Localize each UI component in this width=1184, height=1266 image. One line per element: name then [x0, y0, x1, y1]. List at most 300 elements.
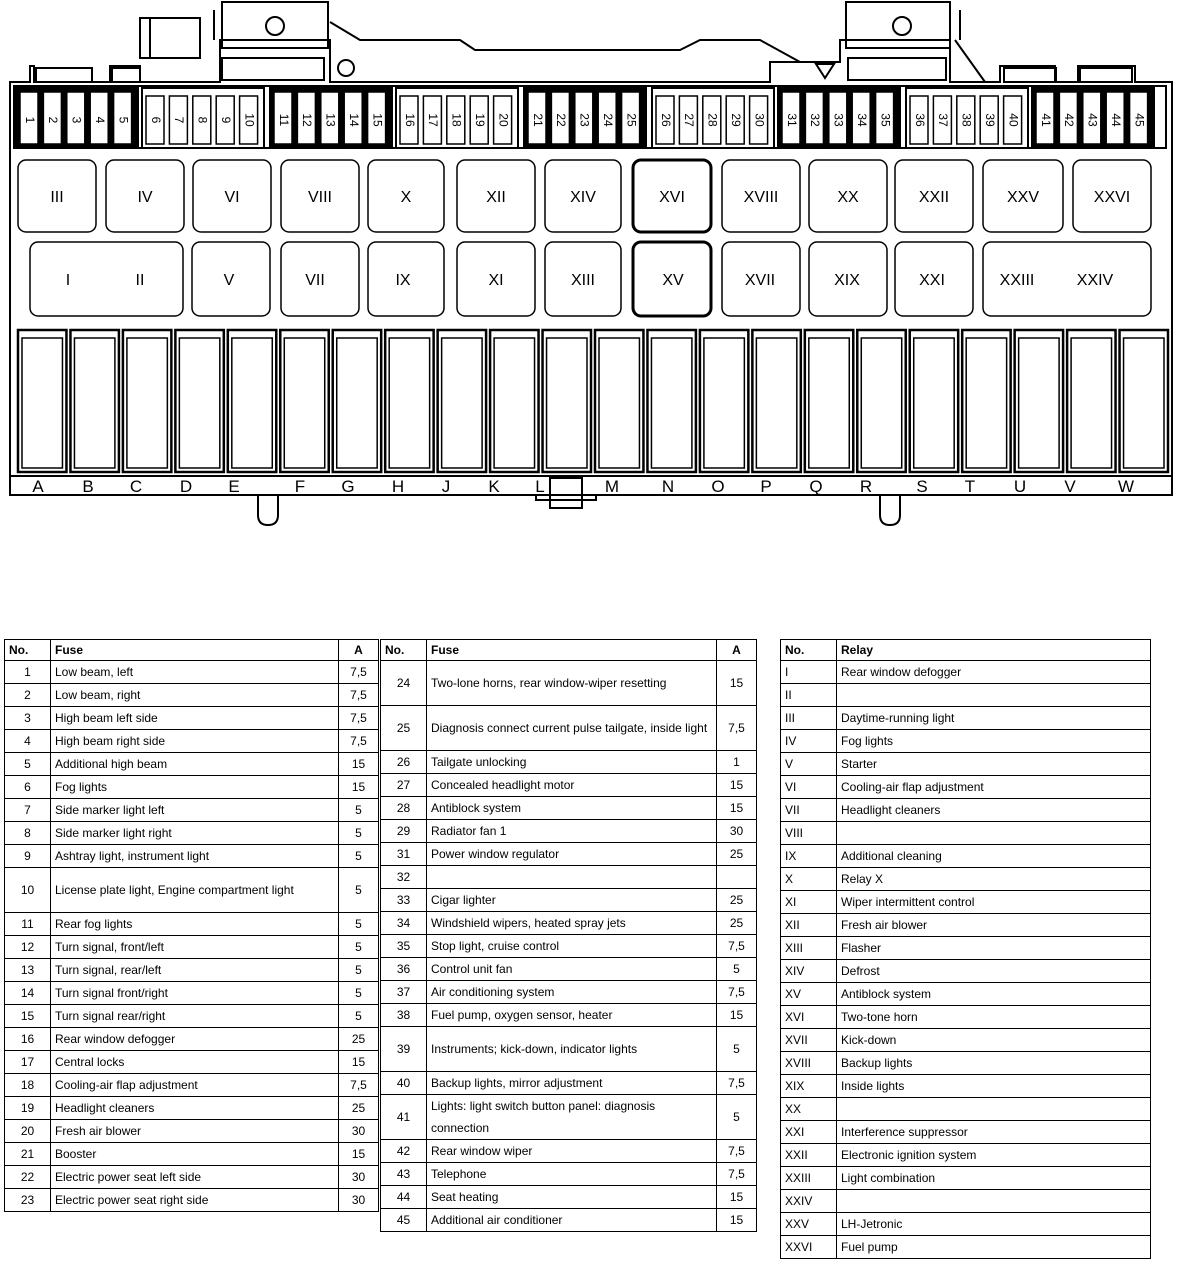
fuse-name-cell: Fog lights — [51, 776, 339, 799]
fuse-no-cell: 13 — [5, 959, 51, 982]
col-header-no: No. — [5, 640, 51, 661]
relay-name-cell: Inside lights — [837, 1075, 1151, 1098]
slot-letter-N: N — [661, 477, 675, 496]
relay-no-cell: VIII — [781, 822, 837, 845]
fuse-name-cell: Stop light, cruise control — [427, 935, 717, 958]
fuse-no-cell: 5 — [5, 753, 51, 776]
table-row — [381, 912, 757, 935]
slot-inner — [494, 338, 534, 468]
table-row — [781, 684, 1151, 707]
relay-name-cell: Rear window defogger — [837, 661, 1151, 684]
fuse-number-label: 12 — [300, 113, 315, 127]
table-row — [5, 1166, 379, 1189]
relay-label: XXV — [1006, 189, 1040, 206]
fuse-amps-cell: 5 — [339, 936, 379, 959]
relay-name-cell: Defrost — [837, 960, 1151, 983]
fuse-no-cell: 12 — [5, 936, 51, 959]
table-row — [5, 1005, 379, 1028]
fuse-number-label: 9 — [219, 116, 234, 124]
slot-letter-D: D — [179, 477, 193, 496]
slot-letter-O: O — [711, 477, 725, 496]
fuse-number-label: 1 — [22, 116, 37, 124]
fuse-amps-cell: 25 — [717, 889, 757, 912]
relay-name-cell — [837, 1098, 1151, 1121]
table-row — [381, 774, 757, 797]
relay-label: VI — [224, 189, 240, 206]
fuse-amps-cell: 7,5 — [717, 1140, 757, 1163]
fuse-number-label: 44 — [1109, 113, 1124, 127]
relay-name-cell: Fog lights — [837, 730, 1151, 753]
relay-no-cell: XXIV — [781, 1190, 837, 1213]
relay-no-cell: XXII — [781, 1144, 837, 1167]
slot-inner — [809, 338, 849, 468]
slot-letter-U: U — [1013, 477, 1027, 496]
relay-label: IX — [395, 272, 411, 289]
relay-name-cell: Starter — [837, 753, 1151, 776]
fuse-name-cell: Central locks — [51, 1051, 339, 1074]
fuse-amps-cell: 15 — [717, 1004, 757, 1027]
slot-letter-V: V — [1064, 477, 1076, 496]
table-row — [381, 820, 757, 843]
fuse-amps-cell: 30 — [339, 1120, 379, 1143]
fuse-number-label: 24 — [601, 113, 616, 127]
table-row — [381, 1095, 757, 1140]
slot-inner — [232, 338, 272, 468]
fuse-name-cell: Diagnosis connect current pulse tailgate, inside light — [427, 706, 717, 751]
col-header-fuse: Fuse — [51, 640, 339, 661]
slot-letter-G: G — [341, 477, 355, 496]
slot-letter-T: T — [964, 477, 976, 496]
relay-label: XIX — [834, 272, 860, 289]
slot-inner — [74, 338, 114, 468]
relay-no-cell: III — [781, 707, 837, 730]
fuse-amps-cell: 5 — [717, 1095, 757, 1140]
fuse-number-label: 34 — [855, 113, 870, 127]
fuse-number-label: 7 — [172, 116, 187, 124]
fuse-amps-cell: 30 — [339, 1166, 379, 1189]
table-row — [5, 1143, 379, 1166]
table-row — [381, 1140, 757, 1163]
table-row — [5, 776, 379, 799]
table-row — [381, 889, 757, 912]
relay-no-cell: XIX — [781, 1075, 837, 1098]
slot-inner — [861, 338, 901, 468]
relay-no-cell: XXI — [781, 1121, 837, 1144]
fuse-name-cell: High beam left side — [51, 707, 339, 730]
table-row — [381, 866, 757, 889]
fuse-name-cell: Control unit fan — [427, 958, 717, 981]
relay-label: XV — [662, 272, 684, 289]
slot-inner — [914, 338, 954, 468]
fuse-name-cell: Booster — [51, 1143, 339, 1166]
fuse-no-cell: 39 — [381, 1027, 427, 1072]
fuse-no-cell: 44 — [381, 1186, 427, 1209]
fuse-name-cell: Lights: light switch button panel: diagnosis connection — [427, 1095, 717, 1140]
fuse-number-label: 4 — [93, 116, 108, 124]
slot-letter-S: S — [916, 477, 928, 496]
slot-inner — [966, 338, 1006, 468]
slot-inner — [1124, 338, 1164, 468]
relay-name-cell: Fuel pump — [837, 1236, 1151, 1259]
col-header-amps: A — [717, 640, 757, 661]
fuse-name-cell: Fuel pump, oxygen sensor, heater — [427, 1004, 717, 1027]
fuse-amps-cell: 7,5 — [717, 1072, 757, 1095]
table-row — [5, 1189, 379, 1212]
relay-no-cell: XX — [781, 1098, 837, 1121]
fuse-amps-cell: 5 — [339, 822, 379, 845]
table-row — [781, 1167, 1151, 1190]
relay-label: III — [50, 189, 64, 206]
fuse-number-label: 21 — [530, 113, 545, 127]
fuse-amps-cell: 7,5 — [339, 684, 379, 707]
fuse-no-cell: 34 — [381, 912, 427, 935]
table-row — [781, 937, 1151, 960]
fuse-amps-cell: 25 — [717, 843, 757, 866]
relay-no-cell: V — [781, 753, 837, 776]
col-header-no: No. — [781, 640, 837, 661]
slot-inner — [1019, 338, 1059, 468]
relay-no-cell: XVIII — [781, 1052, 837, 1075]
fuse-no-cell: 8 — [5, 822, 51, 845]
fuse-name-cell: Tailgate unlocking — [427, 751, 717, 774]
fuse-name-cell: Turn signal, rear/left — [51, 959, 339, 982]
fuse-amps-cell: 7,5 — [717, 935, 757, 958]
slot-inner — [127, 338, 167, 468]
fuse-row — [16, 88, 1154, 148]
fuse-number-label: 31 — [784, 113, 799, 127]
slot-inner — [179, 338, 219, 468]
relay-label: II — [135, 272, 145, 289]
relay-no-cell: XVI — [781, 1006, 837, 1029]
relay-name-cell: Cooling-air flap adjustment — [837, 776, 1151, 799]
table-row — [5, 1074, 379, 1097]
fuse-name-cell: Side marker light right — [51, 822, 339, 845]
table-row — [781, 960, 1151, 983]
fuse-no-cell: 43 — [381, 1163, 427, 1186]
fuse-number-label: 17 — [426, 113, 441, 127]
table-row — [5, 1051, 379, 1074]
table-row — [781, 1190, 1151, 1213]
fuse-number-label: 27 — [682, 113, 697, 127]
fuse-number-label: 10 — [242, 113, 257, 127]
table-row — [781, 1121, 1151, 1144]
table-row — [5, 1028, 379, 1051]
fuse-table-left — [4, 639, 379, 1212]
table-row — [781, 983, 1151, 1006]
relay-label: XI — [488, 272, 504, 289]
relay-no-cell: VI — [781, 776, 837, 799]
table-row — [5, 868, 379, 913]
fuse-number-label: 45 — [1132, 113, 1147, 127]
fuse-amps-cell: 7,5 — [717, 706, 757, 751]
fuse-amps-cell: 5 — [339, 959, 379, 982]
fuse-name-cell: Radiator fan 1 — [427, 820, 717, 843]
fuse-name-cell: Two-lone horns, rear window-wiper resetting — [427, 661, 717, 706]
table-row — [781, 1052, 1151, 1075]
fuse-amps-cell: 7,5 — [339, 1074, 379, 1097]
table-row — [781, 891, 1151, 914]
fuse-number-label: 15 — [370, 113, 385, 127]
fuse-number-label: 29 — [729, 113, 744, 127]
fuse-name-cell: Turn signal rear/right — [51, 1005, 339, 1028]
table-row — [781, 1029, 1151, 1052]
table-row — [381, 1027, 757, 1072]
fuse-box-diagram — [0, 0, 1184, 600]
col-header-relay: Relay — [837, 640, 1151, 661]
fuse-no-cell: 24 — [381, 661, 427, 706]
relay-no-cell: IV — [781, 730, 837, 753]
fuse-no-cell: 32 — [381, 866, 427, 889]
fuse-number-label: 32 — [808, 113, 823, 127]
fuse-no-cell: 45 — [381, 1209, 427, 1232]
relay-no-cell: XXVI — [781, 1236, 837, 1259]
fuse-table-right — [380, 639, 757, 1232]
relay-label: XXVI — [1093, 189, 1131, 206]
fuse-number-label: 22 — [554, 113, 569, 127]
fuse-name-cell: Turn signal, front/left — [51, 936, 339, 959]
fuse-number-label: 19 — [473, 113, 488, 127]
fuse-amps-cell: 5 — [339, 845, 379, 868]
fuse-amps-cell — [717, 866, 757, 889]
relay-name-cell: Electronic ignition system — [837, 1144, 1151, 1167]
fuse-amps-cell: 15 — [339, 1051, 379, 1074]
table-row — [781, 776, 1151, 799]
fuse-no-cell: 40 — [381, 1072, 427, 1095]
fuse-amps-cell: 7,5 — [717, 1163, 757, 1186]
relay-label: XVIII — [743, 189, 779, 206]
table-row — [381, 1004, 757, 1027]
relay-label: XXIV — [1076, 272, 1114, 289]
table-row — [381, 706, 757, 751]
fuse-number-label: 38 — [959, 113, 974, 127]
slot-row — [18, 330, 1168, 496]
fuse-number-label: 23 — [577, 113, 592, 127]
relay-no-cell: XXIII — [781, 1167, 837, 1190]
fuse-amps-cell: 5 — [339, 1005, 379, 1028]
fuse-number-label: 35 — [878, 113, 893, 127]
relay-name-cell: Backup lights — [837, 1052, 1151, 1075]
fuse-name-cell: Additional air conditioner — [427, 1209, 717, 1232]
fuse-name-cell: Low beam, left — [51, 661, 339, 684]
fuse-name-cell: Windshield wipers, heated spray jets — [427, 912, 717, 935]
fuse-no-cell: 6 — [5, 776, 51, 799]
slot-letter-J: J — [441, 477, 451, 496]
table-row — [381, 1072, 757, 1095]
fuse-no-cell: 28 — [381, 797, 427, 820]
slot-inner — [22, 338, 62, 468]
table-row — [781, 1006, 1151, 1029]
relay-label: XXII — [918, 189, 950, 206]
slot-letter-C: C — [129, 477, 143, 496]
fuse-name-cell: Rear window wiper — [427, 1140, 717, 1163]
fuse-name-cell: Backup lights, mirror adjustment — [427, 1072, 717, 1095]
fuse-amps-cell: 15 — [717, 1186, 757, 1209]
relay-label: XIV — [570, 189, 596, 206]
relay-no-cell: XVII — [781, 1029, 837, 1052]
table-row — [781, 707, 1151, 730]
slot-inner — [337, 338, 377, 468]
relay-no-cell: II — [781, 684, 837, 707]
table-row — [781, 1098, 1151, 1121]
relay-name-cell: Headlight cleaners — [837, 799, 1151, 822]
fuse-no-cell: 21 — [5, 1143, 51, 1166]
fuse-amps-cell: 7,5 — [339, 730, 379, 753]
fuse-name-cell: Seat heating — [427, 1186, 717, 1209]
fuse-name-cell: Electric power seat left side — [51, 1166, 339, 1189]
relay-name-cell: Daytime-running light — [837, 707, 1151, 730]
fuse-no-cell: 11 — [5, 913, 51, 936]
relay-no-cell: XII — [781, 914, 837, 937]
fuse-amps-cell: 7,5 — [339, 707, 379, 730]
fuse-no-cell: 27 — [381, 774, 427, 797]
fuse-no-cell: 25 — [381, 706, 427, 751]
fuse-amps-cell: 25 — [339, 1028, 379, 1051]
relay-no-cell: XXV — [781, 1213, 837, 1236]
table-row — [5, 913, 379, 936]
relay-rows — [18, 160, 1151, 316]
relay-name-cell: LH-Jetronic — [837, 1213, 1151, 1236]
fuse-name-cell — [427, 866, 717, 889]
fuse-name-cell: Electric power seat right side — [51, 1189, 339, 1212]
relay-name-cell: Flasher — [837, 937, 1151, 960]
table-row — [381, 1209, 757, 1232]
table-row — [5, 822, 379, 845]
table-row — [5, 936, 379, 959]
relay-name-cell — [837, 684, 1151, 707]
fuse-number-label: 5 — [116, 116, 131, 124]
col-header-no: No. — [381, 640, 427, 661]
relay-name-cell — [837, 822, 1151, 845]
fuse-no-cell: 42 — [381, 1140, 427, 1163]
slot-letter-P: P — [760, 477, 772, 496]
table-row — [781, 661, 1151, 684]
fuse-amps-cell: 15 — [717, 1209, 757, 1232]
slot-letter-L: L — [535, 477, 545, 496]
table-row — [5, 730, 379, 753]
slot-letter-E: E — [228, 477, 240, 496]
fuse-number-label: 30 — [752, 113, 767, 127]
fuse-no-cell: 29 — [381, 820, 427, 843]
relay-label: VIII — [307, 189, 333, 206]
fuse-number-label: 18 — [449, 113, 464, 127]
fuse-amps-cell: 15 — [717, 797, 757, 820]
relay-label: XXIII — [999, 272, 1035, 289]
slot-letter-M: M — [604, 477, 620, 496]
fuse-no-cell: 2 — [5, 684, 51, 707]
table-row — [781, 822, 1151, 845]
relay-name-cell: Wiper intermittent control — [837, 891, 1151, 914]
slot-inner — [547, 338, 587, 468]
table-row — [381, 843, 757, 866]
relay-label: V — [223, 272, 235, 289]
fuse-amps-cell: 15 — [339, 776, 379, 799]
slot-letter-B: B — [82, 477, 94, 496]
fuse-no-cell: 16 — [5, 1028, 51, 1051]
fuse-number-label: 28 — [705, 113, 720, 127]
fuse-name-cell: License plate light, Engine compartment light — [51, 868, 339, 913]
table-row — [381, 981, 757, 1004]
fuse-name-cell: Additional high beam — [51, 753, 339, 776]
relay-no-cell: I — [781, 661, 837, 684]
fuse-name-cell: Side marker light left — [51, 799, 339, 822]
fuse-no-cell: 36 — [381, 958, 427, 981]
slot-inner — [389, 338, 429, 468]
fuse-number-label: 39 — [983, 113, 998, 127]
table-row — [781, 799, 1151, 822]
table-row — [5, 684, 379, 707]
fuse-name-cell: Telephone — [427, 1163, 717, 1186]
slot-inner — [599, 338, 639, 468]
table-row — [781, 1213, 1151, 1236]
table-row — [381, 1163, 757, 1186]
fuse-no-cell: 1 — [5, 661, 51, 684]
relay-I — [30, 242, 183, 316]
fuse-no-cell: 7 — [5, 799, 51, 822]
fuse-amps-cell: 7,5 — [717, 981, 757, 1004]
relay-name-cell: Two-tone horn — [837, 1006, 1151, 1029]
fuse-number-label: 25 — [624, 113, 639, 127]
table-row — [5, 959, 379, 982]
table-row — [781, 1144, 1151, 1167]
fuse-amps-cell: 5 — [339, 913, 379, 936]
fuse-name-cell: Rear window defogger — [51, 1028, 339, 1051]
relay-no-cell: XI — [781, 891, 837, 914]
table-row — [781, 730, 1151, 753]
relay-label: IV — [137, 189, 153, 206]
fuse-name-cell: Low beam, right — [51, 684, 339, 707]
fuse-number-label: 26 — [658, 113, 673, 127]
fuse-number-label: 36 — [912, 113, 927, 127]
table-row — [5, 845, 379, 868]
fuse-no-cell: 20 — [5, 1120, 51, 1143]
slot-inner — [1071, 338, 1111, 468]
fuse-number-label: 14 — [347, 113, 362, 127]
fuse-no-cell: 4 — [5, 730, 51, 753]
slot-inner — [284, 338, 324, 468]
col-header-amps: A — [339, 640, 379, 661]
fuse-amps-cell: 5 — [717, 1027, 757, 1072]
fuse-amps-cell: 15 — [717, 774, 757, 797]
slot-letter-R: R — [859, 477, 873, 496]
fuse-amps-cell: 5 — [717, 958, 757, 981]
fuse-amps-cell: 15 — [339, 753, 379, 776]
fuse-no-cell: 33 — [381, 889, 427, 912]
table-row — [381, 958, 757, 981]
fuse-amps-cell: 1 — [717, 751, 757, 774]
fuse-name-cell: Fresh air blower — [51, 1120, 339, 1143]
table-row — [781, 845, 1151, 868]
relay-label: XIII — [570, 272, 596, 289]
table-row — [5, 799, 379, 822]
relay-name-cell: Fresh air blower — [837, 914, 1151, 937]
relay-no-cell: XV — [781, 983, 837, 1006]
fuse-name-cell: Antiblock system — [427, 797, 717, 820]
fuse-name-cell: Power window regulator — [427, 843, 717, 866]
table-row — [5, 661, 379, 684]
fuse-no-cell: 18 — [5, 1074, 51, 1097]
relay-label: VII — [305, 272, 325, 289]
fuse-amps-cell: 25 — [717, 912, 757, 935]
relay-label: I — [65, 272, 71, 289]
fuse-amps-cell: 30 — [339, 1189, 379, 1212]
table-row — [5, 753, 379, 776]
table-row — [5, 1097, 379, 1120]
relay-label: XVII — [744, 272, 776, 289]
fuse-no-cell: 37 — [381, 981, 427, 1004]
fuse-number-label: 20 — [496, 113, 511, 127]
table-row — [5, 1120, 379, 1143]
relay-name-cell: Antiblock system — [837, 983, 1151, 1006]
